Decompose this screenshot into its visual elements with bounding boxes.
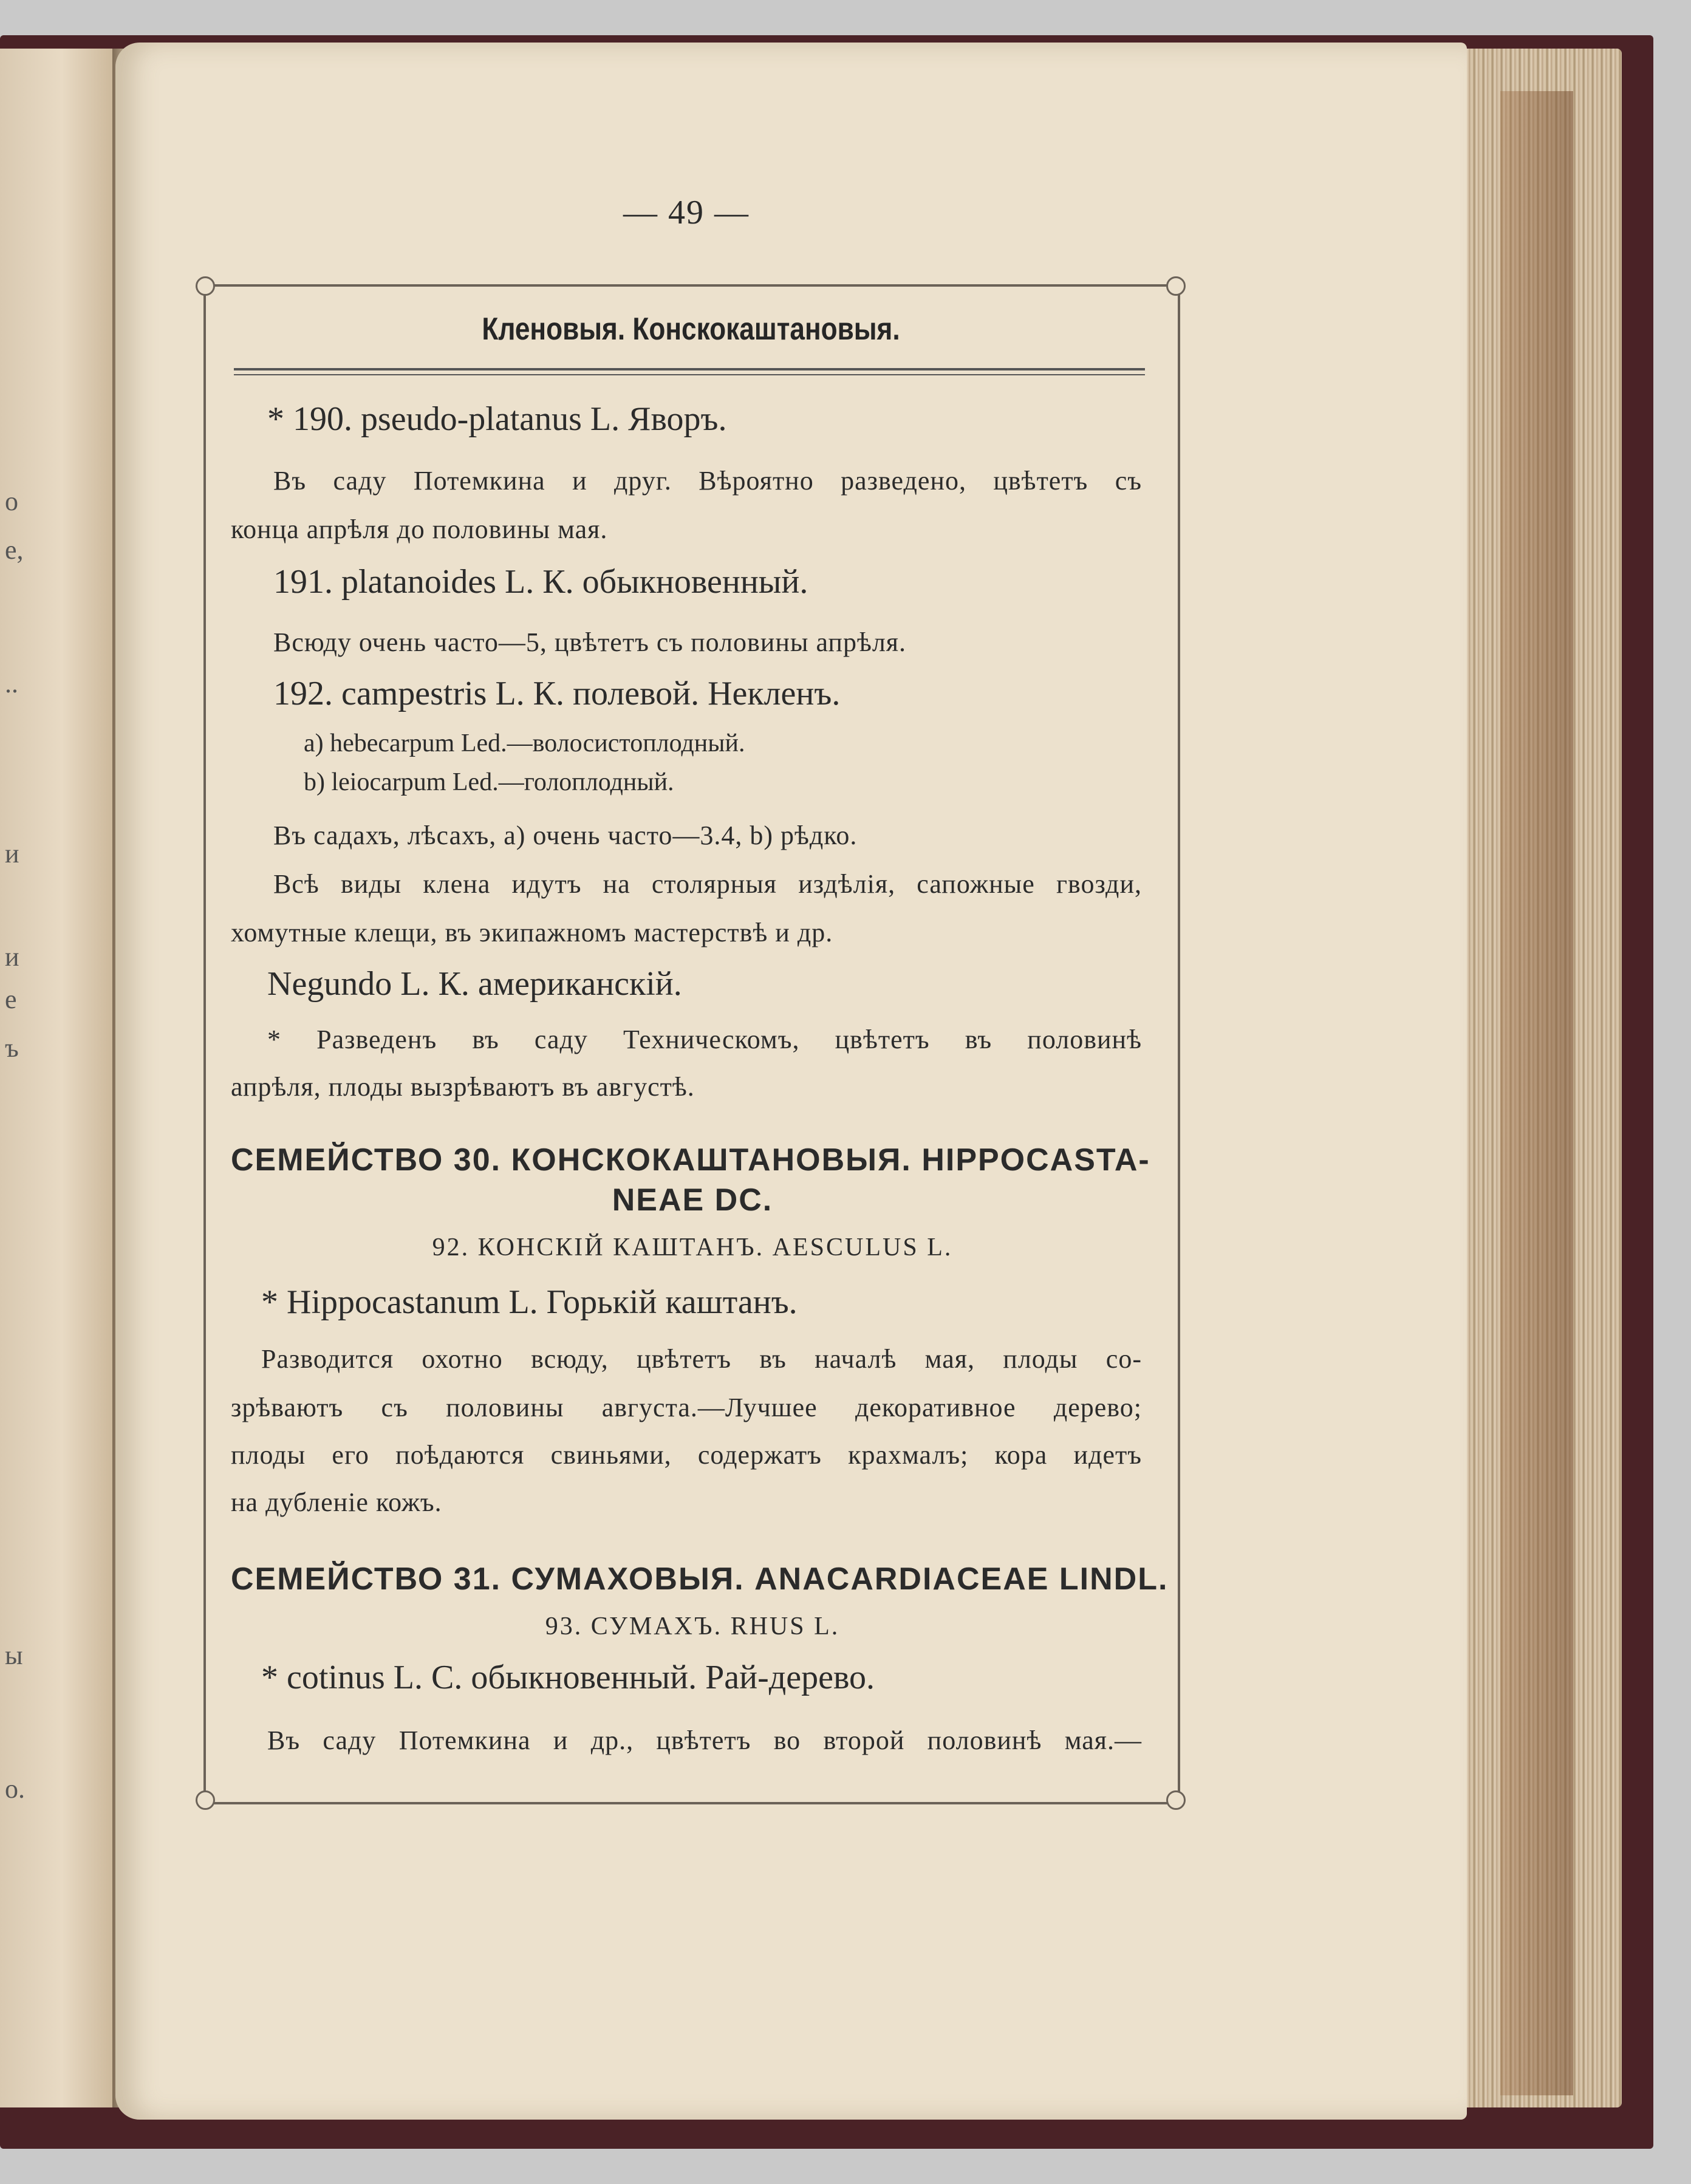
margin-fragment: и (5, 942, 19, 972)
margin-fragment: о. (5, 1774, 25, 1804)
frame-corner-ornament (196, 276, 215, 296)
margin-fragment: о (5, 486, 18, 516)
cotinus-text: Въ саду Потемкина и др., цвѣтетъ во второй половинѣ мая.— (267, 1725, 1142, 1755)
family-30-heading: СЕМЕЙСТВО 30. КОНСКОКАШТАНОВЫЯ. HIPPOCASTA- (231, 1142, 1150, 1178)
genus-92-heading: 92. КОНСКІЙ КАШТАНЪ. AESCULUS L. (432, 1234, 953, 1261)
negundo-title: Negundo L. К. американскій. (267, 965, 682, 1003)
hippocastanum-text: Разводится охотно всюду, цвѣтетъ въ началѣ мая, плоды со- (261, 1344, 1142, 1374)
page-number: — 49 — (623, 194, 750, 231)
entry-191-title: 191. platanoides L. К. обыкновенный. (273, 563, 808, 601)
entry-190-text: Въ саду Потемкина и друг. Вѣроятно разведено, цвѣтетъ съ (273, 466, 1142, 496)
margin-fragment: ы (5, 1640, 23, 1670)
left-page-edge (0, 49, 114, 2107)
margin-fragment: ъ (5, 1033, 19, 1063)
entry-190-title: * 190. pseudo-platanus L. Яворъ. (267, 400, 727, 438)
margin-fragment: е (5, 985, 17, 1014)
maple-uses-text: Всѣ виды клена идутъ на столярныя издѣлія, сапожные гвозди, (273, 869, 1142, 899)
frame-corner-ornament (196, 1790, 215, 1810)
family-31-heading: СЕМЕЙСТВО 31. СУМАХОВЫЯ. ANACARDIACEAE LINDL. (231, 1561, 1169, 1597)
page-stack-shadow (1500, 91, 1573, 2095)
cotinus-title: * cotinus L. C. обыкновенный. Рай-дерево. (261, 1659, 875, 1696)
frame-corner-ornament (1166, 276, 1186, 296)
hippocastanum-text: зрѣваютъ съ половины августа.—Лучшее декоративное дерево; (231, 1393, 1142, 1422)
running-head: Кленовыя. Конскокаштановыя. (482, 312, 900, 347)
hippocastanum-title: * Hippocastanum L. Горькій каштанъ. (261, 1283, 798, 1321)
hippocastanum-text: на дубленіе кожъ. (231, 1487, 442, 1517)
negundo-text: апрѣля, плоды вызрѣваютъ въ августѣ. (231, 1072, 695, 1102)
frame-corner-ornament (1166, 1790, 1186, 1810)
entry-191-text: Всюду очень часто—5, цвѣтетъ съ половины апрѣля. (273, 627, 907, 657)
margin-fragment: е, (5, 535, 24, 565)
margin-fragment: и (5, 839, 19, 868)
hippocastanum-text: плоды его поѣдаются свиньями, содержатъ крахмалъ; кора идетъ (231, 1440, 1142, 1470)
maple-uses-text: хомутные клещи, въ экипажномъ мастерствѣ и др. (231, 918, 833, 947)
header-rule (234, 374, 1145, 375)
entry-192-text: Въ садахъ, лѣсахъ, a) очень часто—3.4, b) рѣдко. (273, 821, 858, 850)
entry-192-title: 192. campestris L. К. полевой. Некленъ. (273, 675, 841, 712)
genus-93-heading: 93. СУМАХЪ. RHUS L. (545, 1612, 840, 1640)
entry-192-variety-b: b) leiocarpum Led.—голоплодный. (304, 768, 674, 796)
negundo-text: * Разведенъ въ саду Техническомъ, цвѣтетъ въ половинѣ (267, 1025, 1142, 1054)
margin-fragment: .. (5, 669, 18, 698)
entry-190-text: конца апрѣля до половины мая. (231, 514, 608, 544)
header-rule (234, 368, 1145, 370)
family-30-heading: NEAE DC. (612, 1182, 773, 1218)
entry-192-variety-a: a) hebecarpum Led.—волосистоплодный. (304, 729, 745, 757)
